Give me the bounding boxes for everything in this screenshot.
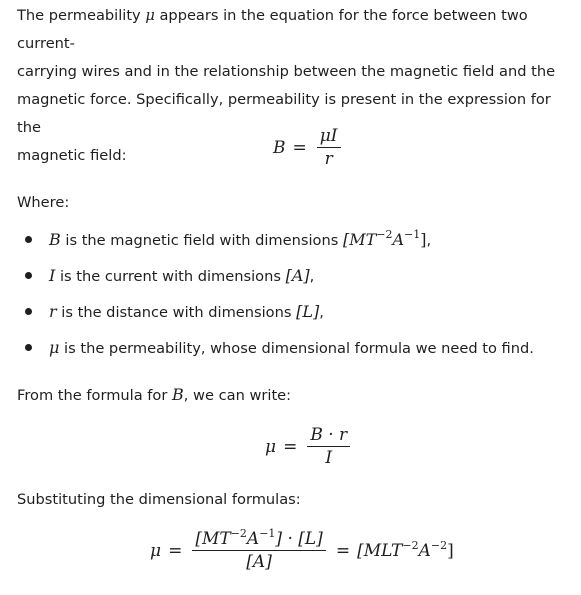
eq2-numerator: B · r <box>310 425 348 445</box>
eq2-fraction <box>307 425 350 468</box>
eq3-rhs: $[MLT^{-2}A^{-2}]$ <box>357 538 454 561</box>
equation-permeability <box>265 425 353 468</box>
bullet-dot <box>25 236 32 243</box>
eq2-lhs: μ <box>265 436 277 457</box>
intro-line-2: carrying wires and in the relationship between the magnetic field and the <box>17 63 556 80</box>
equation-dimensional-result <box>150 529 454 572</box>
mu-symbol: μ <box>145 7 155 24</box>
eq1-equals: = <box>292 137 307 158</box>
where-label: Where: <box>17 194 70 211</box>
list-item: I is the current with dimensions [A], <box>0 258 581 294</box>
equation-magnetic-field <box>273 126 344 169</box>
eq3-fraction <box>192 529 326 572</box>
intro-line-4: magnetic field: <box>17 147 127 164</box>
intro-line-1: The permeability μ appears in the equation for the force between two current- <box>17 7 528 52</box>
eq3-lhs: μ <box>150 540 162 561</box>
eq2-equals: = <box>283 436 298 457</box>
bullet-dot <box>25 308 32 315</box>
eq1-fraction <box>317 126 341 169</box>
eq3-numerator: $[MT^{-2}A^{-1}] \cdot [L]$ <box>195 527 323 549</box>
substituting-sentence: Substituting the dimensional formulas: <box>17 491 301 508</box>
eq1-denominator: r <box>324 149 333 169</box>
list-item: r is the distance with dimensions [L], <box>0 294 581 330</box>
eq3-denominator: [A] <box>246 552 272 572</box>
from-formula-sentence: From the formula for B, we can write: <box>17 385 292 404</box>
eq2-denominator: I <box>325 448 333 468</box>
eq1-numerator: μI <box>319 126 338 146</box>
bullet-dot <box>25 272 32 279</box>
eq3-equals: = <box>168 540 183 561</box>
eq3-equals-2: = <box>335 540 351 561</box>
list-item: B is the magnetic field with dimensions $[MT^{-2}A^{-1}]$, <box>0 222 581 258</box>
definitions-list <box>0 222 581 366</box>
bullet-dot <box>25 344 32 351</box>
list-item: μ is the permeability, whose dimensional formula we need to find. <box>0 330 581 366</box>
eq1-lhs: B <box>273 137 286 158</box>
intro-line-3: magnetic force. Specifically, permeability is present in the expression for the <box>17 91 551 136</box>
